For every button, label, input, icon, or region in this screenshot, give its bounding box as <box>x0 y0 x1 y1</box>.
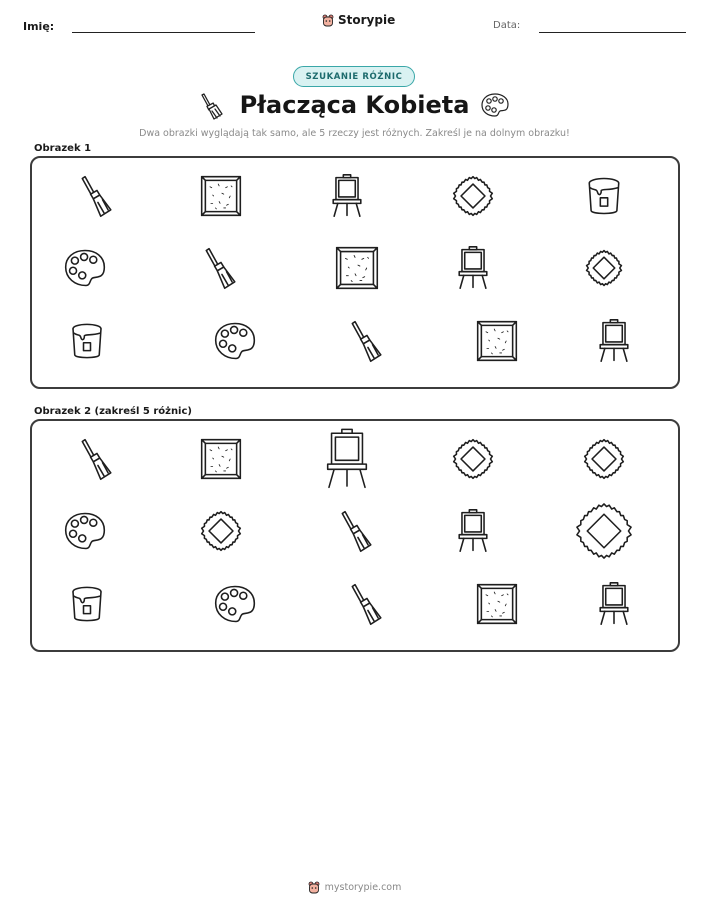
picture-1-panel <box>30 156 680 389</box>
footer-url: mystorypie.com <box>324 882 402 893</box>
canvas-frame-icon <box>337 248 378 289</box>
storypie-logo-icon <box>322 14 334 27</box>
paint-bucket-icon[interactable] <box>73 587 101 620</box>
paintbrush-icon[interactable] <box>352 585 381 625</box>
footer <box>0 881 709 894</box>
canvas-frame-icon[interactable] <box>202 440 241 479</box>
palette-icon <box>480 92 510 118</box>
page-title: Płacząca Kobieta <box>239 91 470 119</box>
paintbrush-icon <box>82 177 111 217</box>
easel-icon[interactable] <box>459 510 487 551</box>
brand-name: Storypie <box>338 13 396 27</box>
canvas-frame-icon <box>478 322 517 361</box>
palette-icon[interactable] <box>216 587 255 622</box>
name-field[interactable] <box>72 32 255 33</box>
palette-icon[interactable] <box>66 514 105 549</box>
picture-1-label: Obrazek 1 <box>34 143 92 154</box>
paintbrush-icon <box>352 322 381 362</box>
instructions: Dwa obrazki wyglądają tak samo, ale 5 rzeczy jest różnych. Zakreśl je na dolnym obrazku! <box>139 128 570 139</box>
easel-icon <box>333 175 361 216</box>
stamp-icon[interactable] <box>454 440 493 479</box>
picture-1-icons <box>30 156 680 389</box>
canvas-frame-icon <box>202 177 241 216</box>
name-label: Imię: <box>23 20 55 33</box>
paintbrush-icon[interactable] <box>342 512 371 552</box>
canvas-frame-icon[interactable] <box>478 585 517 624</box>
date-field[interactable] <box>539 32 686 33</box>
stamp-icon[interactable] <box>585 440 624 479</box>
picture-2-icons[interactable] <box>30 419 680 652</box>
easel-icon <box>459 247 487 288</box>
picture-2-label: Obrazek 2 (zakreśl 5 różnic) <box>34 406 192 417</box>
paint-bucket-icon <box>73 324 101 357</box>
stamp-icon <box>587 251 622 286</box>
stamp-icon <box>454 177 493 216</box>
date-label: Data: <box>493 20 521 31</box>
paintbrush-icon <box>206 249 235 289</box>
paint-bucket-icon <box>589 179 618 214</box>
worksheet-header <box>0 0 709 48</box>
easel-icon <box>600 320 628 361</box>
paintbrush-icon[interactable] <box>82 440 111 480</box>
palette-icon <box>66 251 105 286</box>
easel-icon[interactable] <box>328 429 367 487</box>
brand <box>322 13 395 27</box>
storypie-logo-icon <box>308 881 320 894</box>
stamp-icon[interactable] <box>202 512 241 551</box>
easel-icon[interactable] <box>600 583 628 624</box>
picture-2-panel[interactable] <box>30 419 680 652</box>
stamp-icon[interactable] <box>577 504 631 558</box>
activity-badge: SZUKANIE RÓŻNIC <box>293 66 415 87</box>
palette-icon <box>216 324 255 359</box>
